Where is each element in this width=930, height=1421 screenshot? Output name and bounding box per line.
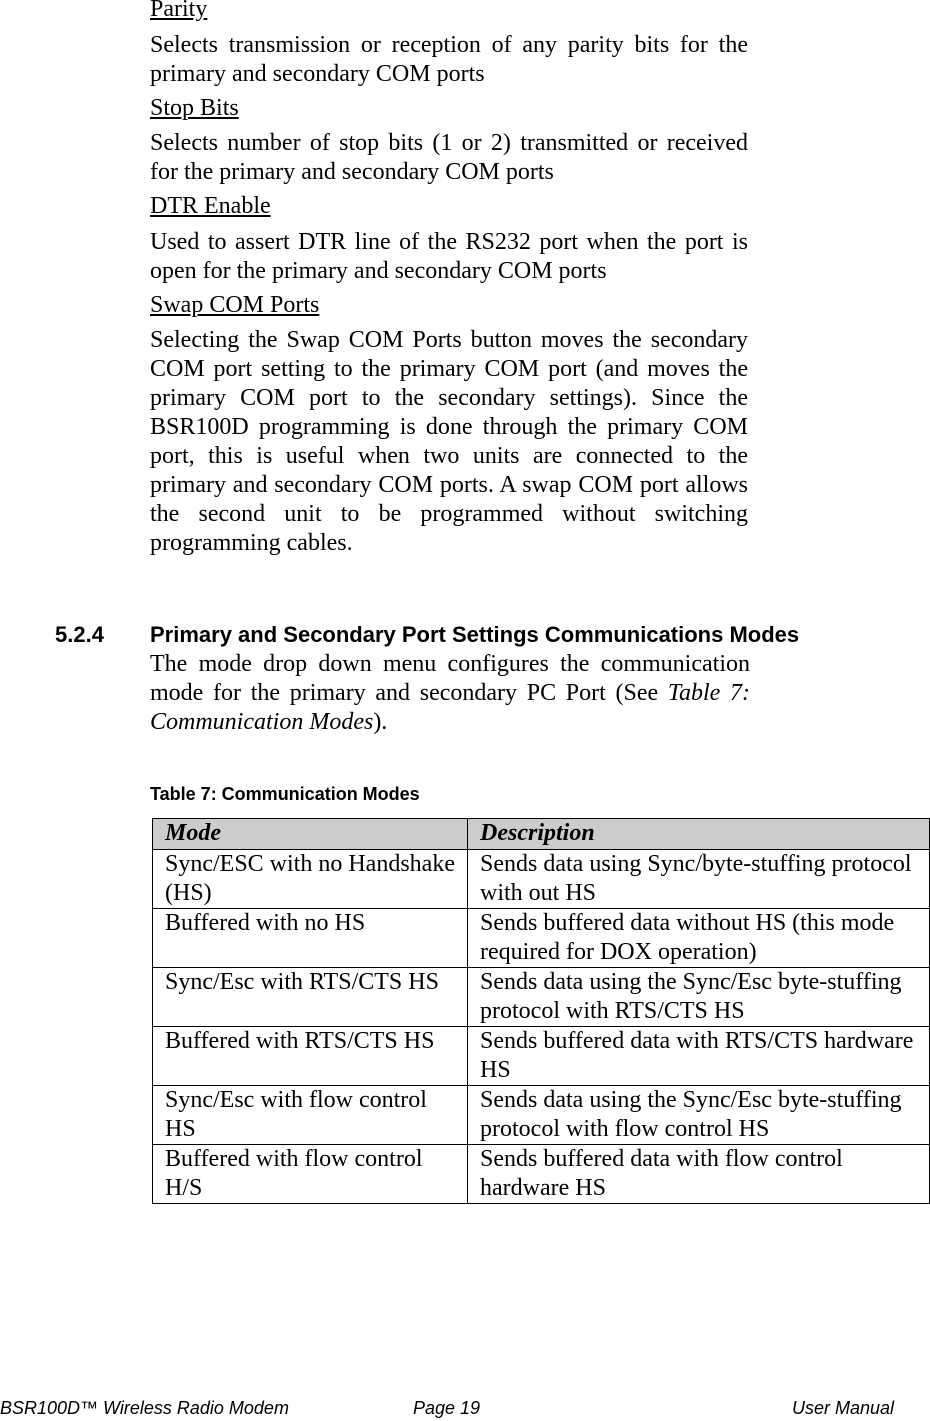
section-title: Primary and Secondary Port Settings Communications Modes bbox=[150, 622, 800, 647]
stop-bits-description: Selects number of stop bits (1 or 2) transmitted or received for the primary and secondary COM ports bbox=[150, 130, 748, 185]
parity-heading: Parity bbox=[150, 0, 208, 22]
section-heading bbox=[55, 621, 925, 649]
intro-text-end: ). bbox=[373, 709, 388, 735]
swap-com-ports-description: Selecting the Swap COM Ports button moves the secondary COM port setting to the primary COM port (and moves the primary COM port to the secondary settings). Since the BSR100D programming is done through the primary COM port, this is useful when two units are connected to the primary and secondary COM ports. A swap COM port allows the second unit to be programmed without switching programming cables. bbox=[150, 327, 748, 556]
section-intro bbox=[150, 650, 750, 737]
table-reference: Table 7: Communication Modes bbox=[150, 680, 750, 735]
mode-cell: Sync/Esc with RTS/CTS HS bbox=[153, 968, 468, 1027]
table-row bbox=[153, 1145, 930, 1204]
table-row bbox=[153, 968, 930, 1027]
dtr-enable-description: Used to assert DTR line of the RS232 port when the port is open for the primary and secondary COM ports bbox=[150, 229, 748, 284]
description-cell: Sends data using Sync/byte-stuffing protocol with out HS bbox=[468, 850, 930, 909]
description-cell: Sends buffered data with RTS/CTS hardware HS bbox=[468, 1027, 930, 1086]
table-row bbox=[153, 1027, 930, 1086]
table-row bbox=[153, 909, 930, 968]
footer-product-name: BSR100D™ Wireless Radio Modem bbox=[0, 1398, 289, 1418]
mode-cell: Buffered with RTS/CTS HS bbox=[153, 1027, 468, 1086]
column-header-description: Description bbox=[468, 819, 930, 850]
description-cell: Sends data using the Sync/Esc byte-stuffing protocol with flow control HS bbox=[468, 1086, 930, 1145]
communication-modes-table bbox=[152, 818, 930, 1204]
footer-document-title: User Manual bbox=[792, 1398, 895, 1418]
intro-text: The mode drop down menu configures the communication mode for the primary and secondary PC Port (See bbox=[150, 651, 750, 706]
mode-cell: Buffered with no HS bbox=[153, 909, 468, 968]
mode-cell: Buffered with flow control H/S bbox=[153, 1145, 468, 1204]
page-footer bbox=[0, 1397, 930, 1421]
dtr-enable-heading: DTR Enable bbox=[150, 193, 271, 219]
table-caption: Table 7: Communication Modes bbox=[150, 784, 420, 804]
footer-page-number: Page 19 bbox=[413, 1398, 481, 1418]
section-number: 5.2.4 bbox=[55, 622, 104, 647]
swap-com-ports-heading: Swap COM Ports bbox=[150, 292, 320, 318]
table-row bbox=[153, 1086, 930, 1145]
table-row bbox=[153, 850, 930, 909]
description-cell: Sends buffered data without HS (this mode required for DOX operation) bbox=[468, 909, 930, 968]
description-cell: Sends data using the Sync/Esc byte-stuffing protocol with RTS/CTS HS bbox=[468, 968, 930, 1027]
parity-description: Selects transmission or reception of any parity bits for the primary and secondary COM ports bbox=[150, 32, 748, 87]
description-cell: Sends buffered data with flow control hardware HS bbox=[468, 1145, 930, 1204]
column-header-mode: Mode bbox=[153, 819, 468, 850]
mode-cell: Sync/ESC with no Handshake (HS) bbox=[153, 850, 468, 909]
stop-bits-heading: Stop Bits bbox=[150, 95, 239, 121]
table-header-row bbox=[153, 819, 930, 850]
mode-cell: Sync/Esc with flow control HS bbox=[153, 1086, 468, 1145]
